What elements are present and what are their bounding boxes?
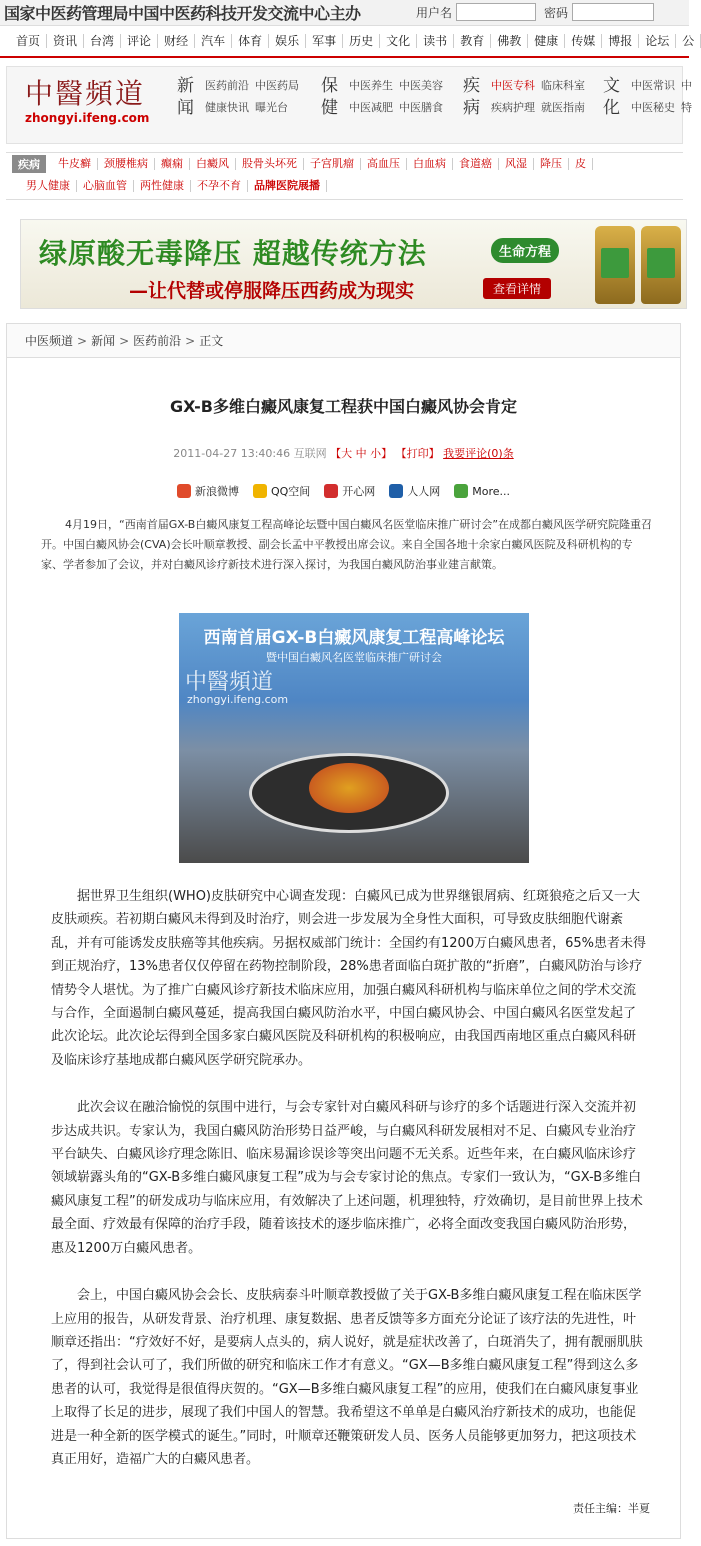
breadcrumb-item: 正文 xyxy=(199,334,224,348)
disease-tag: 疾病 xyxy=(12,155,46,173)
channel-group xyxy=(321,75,449,119)
channel-link[interactable]: 医药前沿 xyxy=(205,79,249,92)
share-label: More... xyxy=(472,484,511,498)
nav-item[interactable]: 健康 xyxy=(528,34,565,48)
article-photo xyxy=(179,613,529,863)
share-renren[interactable] xyxy=(389,483,440,499)
nav-item[interactable]: 台湾 xyxy=(84,34,121,48)
banner-brand: 生命方程 xyxy=(491,238,559,263)
breadcrumb-separator: > xyxy=(119,333,130,348)
disease-link[interactable]: 风湿 xyxy=(499,158,534,170)
share-label: 新浪微博 xyxy=(194,485,239,498)
channel-group-title[interactable]: 疾病 xyxy=(463,76,480,118)
article-title: GX-B多维白癜风康复工程获中国白癜风协会肯定 xyxy=(169,397,517,416)
disease-link[interactable]: 心脑血管 xyxy=(77,180,134,192)
channel-link[interactable]: 中医药局 xyxy=(255,79,299,92)
channel-group-title[interactable]: 保健 xyxy=(321,76,338,118)
disease-link[interactable]: 两性健康 xyxy=(134,180,191,192)
nav-item[interactable]: 资讯 xyxy=(47,34,84,48)
font-size-control[interactable]: 【大 中 小】 xyxy=(330,447,393,460)
channel-logo[interactable] xyxy=(25,79,175,125)
login-form xyxy=(416,3,654,21)
nav-item[interactable]: 历史 xyxy=(343,34,380,48)
disease-link[interactable]: 牛皮癣 xyxy=(52,158,98,170)
disease-link[interactable]: 癫痫 xyxy=(155,158,190,170)
channel-group xyxy=(177,75,305,119)
more-icon xyxy=(454,484,468,498)
nav-item[interactable]: 财经 xyxy=(158,34,195,48)
breadcrumb-separator: > xyxy=(185,333,196,348)
channel-link[interactable]: 中医膳食 xyxy=(399,101,443,114)
disease-row-1 xyxy=(6,153,683,175)
channel-link[interactable]: 健康快讯 xyxy=(205,101,249,114)
disease-link[interactable]: 白血病 xyxy=(407,158,453,170)
kaixin-icon xyxy=(324,484,338,498)
responsible-editor: 责任主编：半夏 xyxy=(573,1502,650,1515)
nav-item[interactable]: 传媒 xyxy=(565,34,602,48)
logo-url: zhongyi.ifeng.com xyxy=(25,111,150,125)
nav-item[interactable]: 论坛 xyxy=(639,34,676,48)
channel-link[interactable]: 特 xyxy=(681,101,692,114)
banner-headline: 绿原酸无毒降压 超越传统方法 xyxy=(39,237,427,270)
site-organizer: 国家中医药管理局中国中医药科技开发交流中心主办 xyxy=(4,4,361,23)
channel-link[interactable]: 中医专科 xyxy=(491,79,535,92)
channel-link[interactable]: 中医养生 xyxy=(349,79,393,92)
nav-item[interactable]: 评论 xyxy=(121,34,158,48)
channel-link[interactable]: 疾病护理 xyxy=(491,101,535,114)
article-source: 互联网 xyxy=(293,447,327,460)
disease-link[interactable]: 降压 xyxy=(534,158,569,170)
disease-link[interactable]: 颈腰椎病 xyxy=(98,158,155,170)
share-qzone[interactable] xyxy=(253,483,310,499)
nav-item[interactable]: 博报 xyxy=(602,34,639,48)
article-meta xyxy=(7,445,680,461)
disease-link[interactable]: 男人健康 xyxy=(20,180,77,192)
disease-link[interactable]: 股骨头坏死 xyxy=(236,158,304,170)
disease-link[interactable]: 食道癌 xyxy=(453,158,499,170)
nav-item[interactable]: 体育 xyxy=(232,34,269,48)
share-label: 人人网 xyxy=(407,485,441,498)
comment-link[interactable]: 我要评论(0)条 xyxy=(443,447,514,460)
channel-group-links xyxy=(205,75,305,119)
disease-link[interactable]: 皮 xyxy=(569,158,593,170)
logo-text: 中醫頻道 xyxy=(25,77,146,110)
channel-link[interactable]: 中医减肥 xyxy=(349,101,393,114)
channel-link[interactable]: 就医指南 xyxy=(541,101,585,114)
share-label: QQ空间 xyxy=(270,485,311,498)
main-nav xyxy=(0,26,695,58)
renren-icon xyxy=(389,484,403,498)
password-label: 密码 xyxy=(544,5,569,20)
channel-link[interactable]: 临床科室 xyxy=(541,79,585,92)
disease-link[interactable]: 白癜风 xyxy=(190,158,236,170)
nav-item[interactable]: 读书 xyxy=(417,34,454,48)
channel-link[interactable]: 曝光台 xyxy=(255,101,288,114)
article-paragraph: 此次会议在融洽愉悦的氛围中进行，与会专家针对白癜风科研与诊疗的多个话题进行深入交流并初步达成共识。专家认为，我国白癜风防治形势日益严峻，与白癜风科研发展相对不足、白癜风专业治疗平台缺失、白癜风诊疗理念陈旧、临床易漏诊误诊等突出问题不无关系。近些年来，在白癜风临床诊疗领域崭露头角的“GX-B多维白癜风康复工程”成为与会专家讨论的焦点。专家们一致认为，“GX-B多维白癜风康复工程”的研发成功与临床应用，有效解决了上述问题，机理独特，疗效确切，是目前世界上技术最全面、疗效最有保障的治疗手段，随着该技术的逐步临床推广，必将全面改变我国白癜风防治形势，惠及1200万白癜风患者。 xyxy=(51,1100,643,1256)
photo-banner-title: 西南首届GX-B白癜风康复工程高峰论坛 xyxy=(203,628,505,648)
share-more[interactable] xyxy=(454,484,510,498)
photo-banner-subtitle: 暨中国白癜风名医堂临床推广研讨会 xyxy=(266,651,442,664)
ad-banner[interactable] xyxy=(20,219,687,309)
password-input[interactable] xyxy=(572,3,654,21)
disease-link[interactable]: 子宫肌瘤 xyxy=(304,158,361,170)
nav-item[interactable]: 佛教 xyxy=(491,34,528,48)
channel-link[interactable]: 中 xyxy=(681,79,692,92)
nav-item[interactable]: 教育 xyxy=(454,34,491,48)
channel-group xyxy=(603,75,698,119)
nav-item[interactable]: 公 xyxy=(676,34,701,48)
banner-detail-button[interactable]: 查看详情 xyxy=(483,278,551,299)
channel-group-links xyxy=(491,75,591,119)
channel-link[interactable]: 中医美容 xyxy=(399,79,443,92)
nav-item[interactable]: 军事 xyxy=(306,34,343,48)
breadcrumb-item[interactable]: 医药前沿 xyxy=(133,334,182,348)
photo-watermark-url: zhongyi.ifeng.com xyxy=(187,693,289,706)
article-paragraph: 会上，中国白癜风协会会长、皮肤病泰斗叶顺章教授做了关于GX-B多维白癜风康复工程在临床医学上应用的报告，从研发背景、治疗机理、康复数据、患者反馈等多方面充分论证了该疗法的先进性，叶顺章还指出：“疗效好不好，是要病人点头的，病人说好，就是症状改善了，白斑消失了，拥有靓丽肌肤了，得到社会认可了，我们所做的研究和临床工作才有意义。“GX—B多维白癜风康复工程”得到这么多患者的认可，我觉得是很值得庆贺的。“GX—B多维白癜风康复工程”的应用，使我们在白癜风康复事业上取得了长足的进步，展现了我们中国人的智慧。我希望这不单单是白癜风治疗新技术的成功，也能促进是一种全新的医学模式的诞生。”同时，叶顺章还鞭策研发人员、医务人员能够更加努力，把这项技术真正用好，造福广大的白癜风患者。 xyxy=(51,1288,643,1467)
share-kaixin[interactable] xyxy=(324,483,375,499)
article-box xyxy=(6,323,681,1539)
disease-bar xyxy=(6,152,683,200)
disease-link[interactable]: 不孕不育 xyxy=(191,180,248,192)
product-jar-icon xyxy=(595,226,635,304)
channel-group xyxy=(463,75,591,119)
nav-item[interactable]: 娱乐 xyxy=(269,34,306,48)
qzone-icon xyxy=(253,484,267,498)
disease-link[interactable]: 高血压 xyxy=(361,158,407,170)
flower-arrangement-shape xyxy=(309,763,389,813)
share-bar xyxy=(7,483,680,499)
article-paragraph: 据世界卫生组织(WHO)皮肤研究中心调查发现：白癜风已成为世界继银屑病、红斑狼疮之后又一大皮肤顽疾。若初期白癜风未得到及时治疗，则会进一步发展为全身性大面积，可导致皮肤细胞代谢紊乱，并有可能诱发皮肤癌等其他疾病。另据权威部门统计：全国约有1200万白癜风患者，65%患者未得到正规治疗，13%患者仅仅停留在药物控制阶段，28%患者面临白斑扩散的“折磨”，白癜风防治与诊疗情势令人堪忧。为了推广白癜风诊疗新技术临床应用，加强白癜风科研机构与临床单位之间的学术交流与合作，全面遏制白癜风蔓延，提高我国白癜风防治水平，中国白癜风协会、中国白癜风名医堂发起了此次论坛。此次论坛得到全国多家白癜风医院及科研机构的积极响应，由我国西南地区重点白癜风科研及临床诊疗基地成都白癜风医学研究院承办。 xyxy=(51,889,646,1068)
channel-group-title[interactable]: 新闻 xyxy=(177,76,194,118)
share-sina-weibo[interactable] xyxy=(177,483,239,499)
channel-header xyxy=(6,66,692,144)
nav-item[interactable]: 文化 xyxy=(380,34,417,48)
nav-item[interactable]: 首页 xyxy=(10,34,47,48)
breadcrumb xyxy=(7,324,680,358)
channel-group-links xyxy=(631,75,698,119)
article-intro: 4月19日，“西南首届GX-B白癜风康复工程高峰论坛暨中国白癜风名医堂临床推广研讨会”在成都白癜风医学研究院隆重召开。中国白癜风协会(CVA)会长叶顺章教授、副会长孟中平教授出席会议。来自全国各地十余家白癜风医院及科研机构的专家、学者参加了会议，并对白癜风诊疗新技术进行深入探讨，为我国白癜风防治事业建言献策。 xyxy=(41,518,653,571)
username-input[interactable] xyxy=(456,3,536,21)
breadcrumb-item[interactable]: 中医频道 xyxy=(25,334,74,348)
top-bar xyxy=(0,0,689,26)
sina-weibo-icon xyxy=(177,484,191,498)
photo-watermark: 中醫頻道 xyxy=(185,670,274,695)
channel-link[interactable]: 中医秘史 xyxy=(631,101,675,114)
disease-row-2 xyxy=(6,175,683,197)
product-jar-icon xyxy=(641,226,681,304)
article-date: 2011-04-27 13:40:46 xyxy=(173,447,291,460)
channel-group-links xyxy=(349,75,449,119)
channel-link[interactable]: 中医常识 xyxy=(631,79,675,92)
share-label: 开心网 xyxy=(342,485,376,498)
print-link[interactable]: 【打印】 xyxy=(395,447,440,460)
breadcrumb-item[interactable]: 新闻 xyxy=(91,334,116,348)
channel-group-title[interactable]: 文化 xyxy=(603,76,620,118)
nav-item[interactable]: 汽车 xyxy=(195,34,232,48)
banner-subline: —让代替或停服降压西药成为现实 xyxy=(129,280,415,302)
username-label: 用户名 xyxy=(416,5,453,20)
breadcrumb-separator: > xyxy=(77,333,88,348)
disease-link[interactable]: 品牌医院展播 xyxy=(248,180,327,192)
